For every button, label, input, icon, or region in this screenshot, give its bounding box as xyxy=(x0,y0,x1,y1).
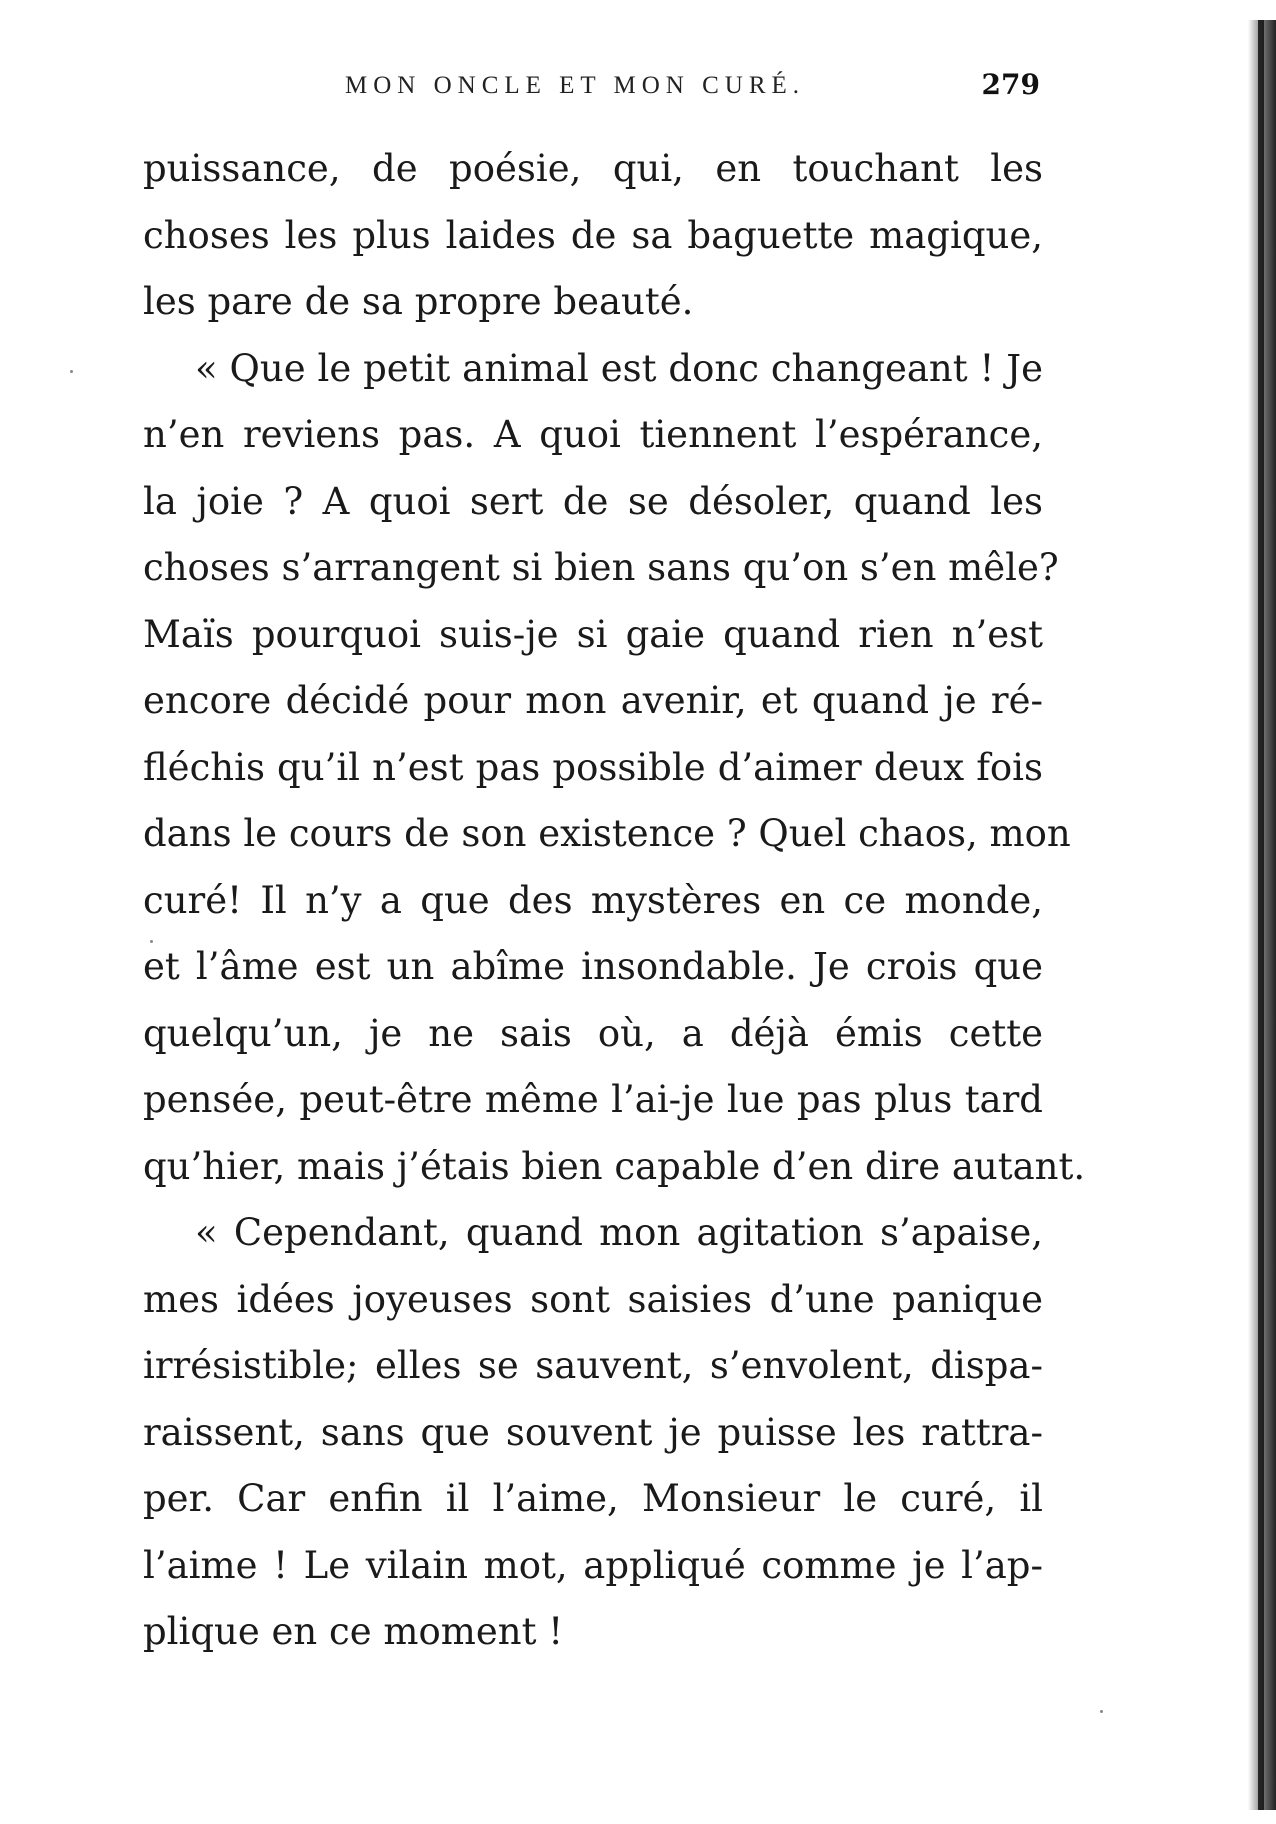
text-line: per. Car enfin il l’aime, Monsieur le curé, il xyxy=(143,1477,1043,1520)
text-line: Maïs pourquoi suis-je si gaie quand rien n’est xyxy=(143,612,1043,656)
text-line: mes idées joyeuses sont saisies d’une panique xyxy=(143,1277,1043,1321)
paper-speck xyxy=(1100,1710,1103,1713)
text-line: pensée, peut-être même l’ai-je lue pas plus tard xyxy=(143,1078,1043,1121)
text-line: choses les plus laides de sa baguette magique, xyxy=(143,213,1043,257)
text-line: quelqu’un, je ne sais où, a déjà émis cette xyxy=(143,1011,1043,1055)
text-line: qu’hier, mais j’étais bien capable d’en dire autant. xyxy=(143,1144,1086,1188)
text-line: la joie ? A quoi sert de se désoler, quand les xyxy=(143,479,1043,523)
paper-speck xyxy=(70,370,73,373)
text-line: raissent, sans que souvent je puisse les rattra- xyxy=(143,1410,1043,1454)
text-line: l’aime ! Le vilain mot, appliqué comme je l’ap- xyxy=(143,1543,1043,1587)
page-number: 279 xyxy=(981,68,1040,101)
text-line: puissance, de poésie, qui, en touchant les xyxy=(143,147,1043,190)
paper-speck xyxy=(150,940,153,943)
page-edge xyxy=(1258,20,1264,1810)
text-line: curé! Il n’y a que des mystères en ce monde, xyxy=(143,878,1043,922)
text-line: et l’âme est un abîme insondable. Je crois que xyxy=(143,945,1043,988)
text-line: choses s’arrangent si bien sans qu’on s’en mêle? xyxy=(143,546,1059,589)
text-line: plique en ce moment ! xyxy=(143,1610,564,1653)
text-line: encore décidé pour mon avenir, et quand je ré- xyxy=(143,679,1043,722)
running-header xyxy=(140,68,1040,112)
text-line: irrésistible; elles se sauvent, s’envolent, dispa- xyxy=(143,1344,1043,1387)
text-line: « Que le petit animal est donc changeant ! Je xyxy=(195,346,1043,390)
text-line: « Cependant, quand mon agitation s’apaise, xyxy=(195,1211,1043,1254)
text-line: n’en reviens pas. A quoi tiennent l’espérance, xyxy=(143,413,1043,456)
text-line: fléchis qu’il n’est pas possible d’aimer deux fois xyxy=(143,745,1043,789)
text-line: les pare de sa propre beauté. xyxy=(143,280,694,323)
body-text xyxy=(143,136,1086,1666)
text-line: dans le cours de son existence ? Quel chaos, mon xyxy=(143,812,1071,855)
running-title: MON ONCLE ET MON CURÉ. xyxy=(345,72,806,99)
